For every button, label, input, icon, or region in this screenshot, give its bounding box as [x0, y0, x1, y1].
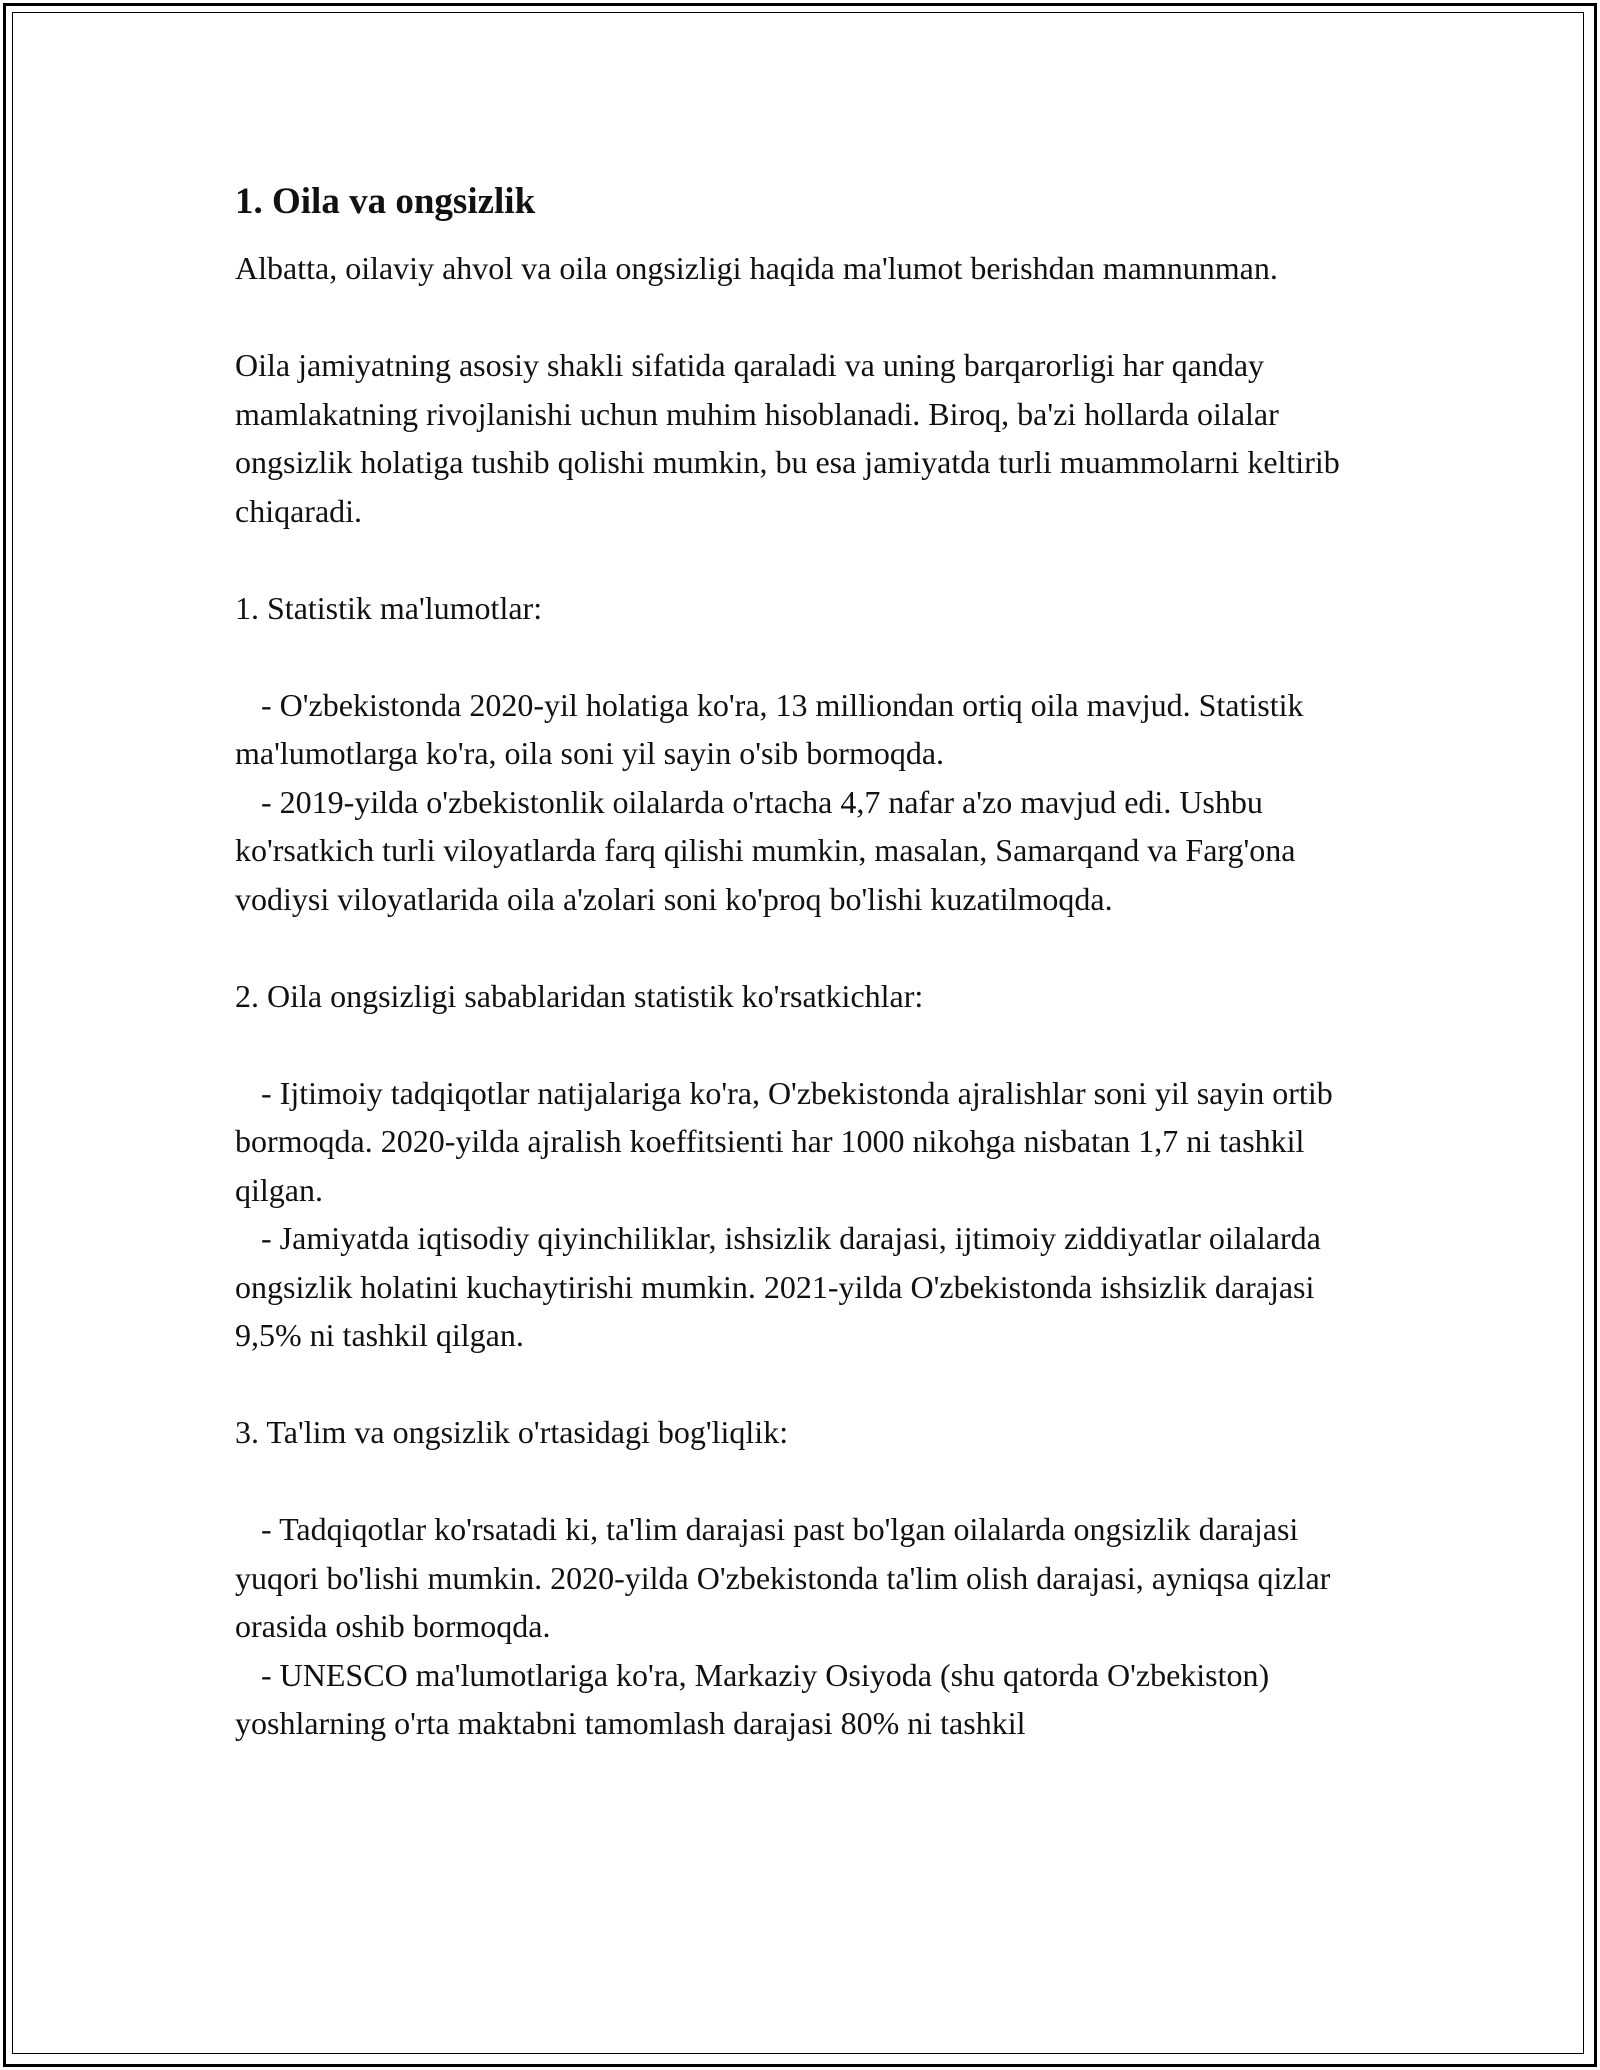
- body-paragraph: Oila jamiyatning asosiy shakli sifatida qaraladi va uning barqarorligi har qanday mamlakatning rivojlanishi uchun muhim hisoblanadi. Biroq, ba'zi hollarda oilalar ongsizlik holatiga tushib qolishi mumkin, bu esa jamiyatda turli muammolarni keltirib chiqaradi.: [235, 347, 1340, 529]
- document-title: 1. Oila va ongsizlik: [235, 181, 536, 222]
- section-heading: 1. Statistik ma'lumotlar:: [235, 589, 543, 626]
- list-item: - Jamiyatda iqtisodiy qiyinchiliklar, ishsizlik darajasi, ijtimoiy ziddiyatlar oilalarda ongsizlik holatini kuchaytirishi mumkin. 2021-yilda O'zbekistonda ishsizlik darajasi 9,5% ni tashkil qilgan.: [235, 1220, 1321, 1353]
- list-item: - Ijtimoiy tadqiqotlar natijalariga ko'ra, O'zbekistonda ajralishlar soni yil sayin ortib bormoqda. 2020-yilda ajralish koeffitsienti har 1000 nikohga nisbatan 1,7 ni tashkil qilgan.: [235, 1074, 1333, 1208]
- list-item: - 2019-yilda o'zbekistonlik oilalarda o'rtacha 4,7 nafar a'zo mavjud edi. Ushbu ko'rsatkich turli viloyatlarda farq qilishi mumkin, masalan, Samarqand va Farg'ona vodiysi viloyatlarida oila a'zolari soni ko'proq bo'lishi kuzatilmoqda.: [235, 783, 1296, 917]
- list-item: - UNESCO ma'lumotlariga ko'ra, Markaziy Osiyoda (shu qatorda O'zbekiston) yoshlarning o'rta maktabni tamomlash darajasi 80% ni tashkil: [235, 1656, 1270, 1741]
- intro-paragraph: Albatta, oilaviy ahvol va oila ongsizligi haqida ma'lumot berishdan mamnunman.: [235, 250, 1278, 286]
- list-item: - Tadqiqotlar ko'rsatadi ki, ta'lim darajasi past bo'lgan oilalarda ongsizlik darajasi yuqori bo'lishi mumkin. 2020-yilda O'zbekistonda ta'lim olish darajasi, ayniqsa qizlar orasida oshib bormoqda.: [235, 1511, 1331, 1644]
- list-item: - O'zbekistonda 2020-yil holatiga ko'ra, 13 milliondan ortiq oila mavjud. Statistik ma'lumotlarga ko'ra, oila soni yil sayin o'sib bormoqda.: [235, 686, 1304, 771]
- document-body: [235, 178, 1375, 1748]
- section-heading: 2. Oila ongsizligi sabablaridan statistik ko'rsatkichlar:: [235, 977, 924, 1014]
- section-heading: 3. Ta'lim va ongsizlik o'rtasidagi bog'liqlik:: [235, 1414, 789, 1450]
